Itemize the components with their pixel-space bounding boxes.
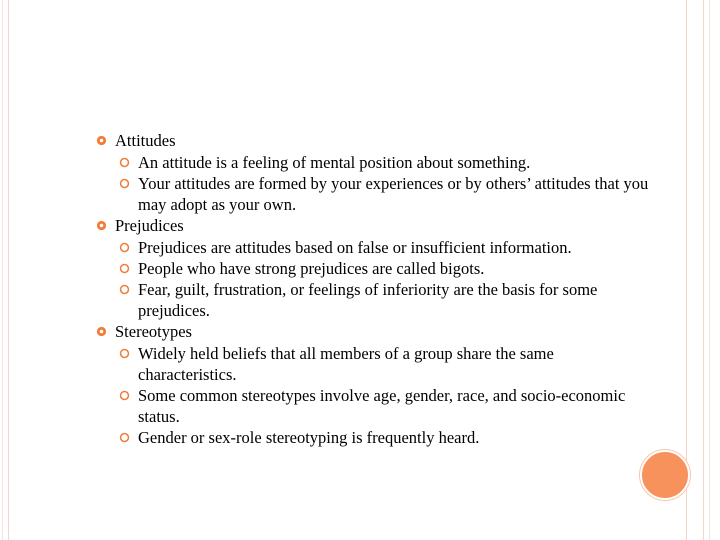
bullet-stereotypes [96, 321, 656, 343]
sub-bullet [96, 385, 656, 427]
ring-bullet-icon [119, 390, 130, 401]
flower-bullet-icon [96, 326, 107, 337]
flower-bullet-icon [96, 135, 107, 146]
ring-bullet-icon [119, 263, 130, 274]
slide-body [96, 130, 656, 448]
ring-bullet-icon [119, 284, 130, 295]
sub-bullet [96, 343, 656, 385]
flower-bullet-icon [96, 220, 107, 231]
sub-bullet-text: An attitude is a feeling of mental position about something. [138, 153, 531, 172]
section-heading: Prejudices [115, 216, 184, 235]
bullet-attitudes [96, 130, 656, 152]
section-heading: Stereotypes [115, 322, 192, 341]
sub-bullet-text: People who have strong prejudices are called bigots. [138, 259, 485, 278]
right-divider-line [686, 0, 687, 540]
sub-bullet [96, 427, 656, 448]
sub-bullet-text: Your attitudes are formed by your experiences or by others’ attitudes that you may adopt as your own. [138, 174, 649, 214]
ring-bullet-icon [119, 242, 130, 253]
sub-bullet [96, 173, 656, 215]
ring-bullet-icon [119, 178, 130, 189]
ring-bullet-icon [119, 348, 130, 359]
decorative-circle [640, 450, 690, 500]
ring-bullet-icon [119, 432, 130, 443]
sub-bullet [96, 279, 656, 321]
sub-bullet-text: Widely held beliefs that all members of a group share the same characteristics. [138, 344, 554, 384]
sub-bullet [96, 258, 656, 279]
sub-bullet-text: Gender or sex-role stereotyping is frequently heard. [138, 428, 480, 447]
sub-bullet [96, 237, 656, 258]
sub-bullet [96, 152, 656, 173]
sub-bullet-text: Fear, guilt, frustration, or feelings of inferiority are the basis for some prejudices. [138, 280, 598, 320]
ring-bullet-icon [119, 157, 130, 168]
bullet-prejudices [96, 215, 656, 237]
sub-bullet-text: Some common stereotypes involve age, gender, race, and socio-economic status. [138, 386, 626, 426]
section-heading: Attitudes [115, 131, 176, 150]
sub-bullet-text: Prejudices are attitudes based on false or insufficient information. [138, 238, 572, 257]
